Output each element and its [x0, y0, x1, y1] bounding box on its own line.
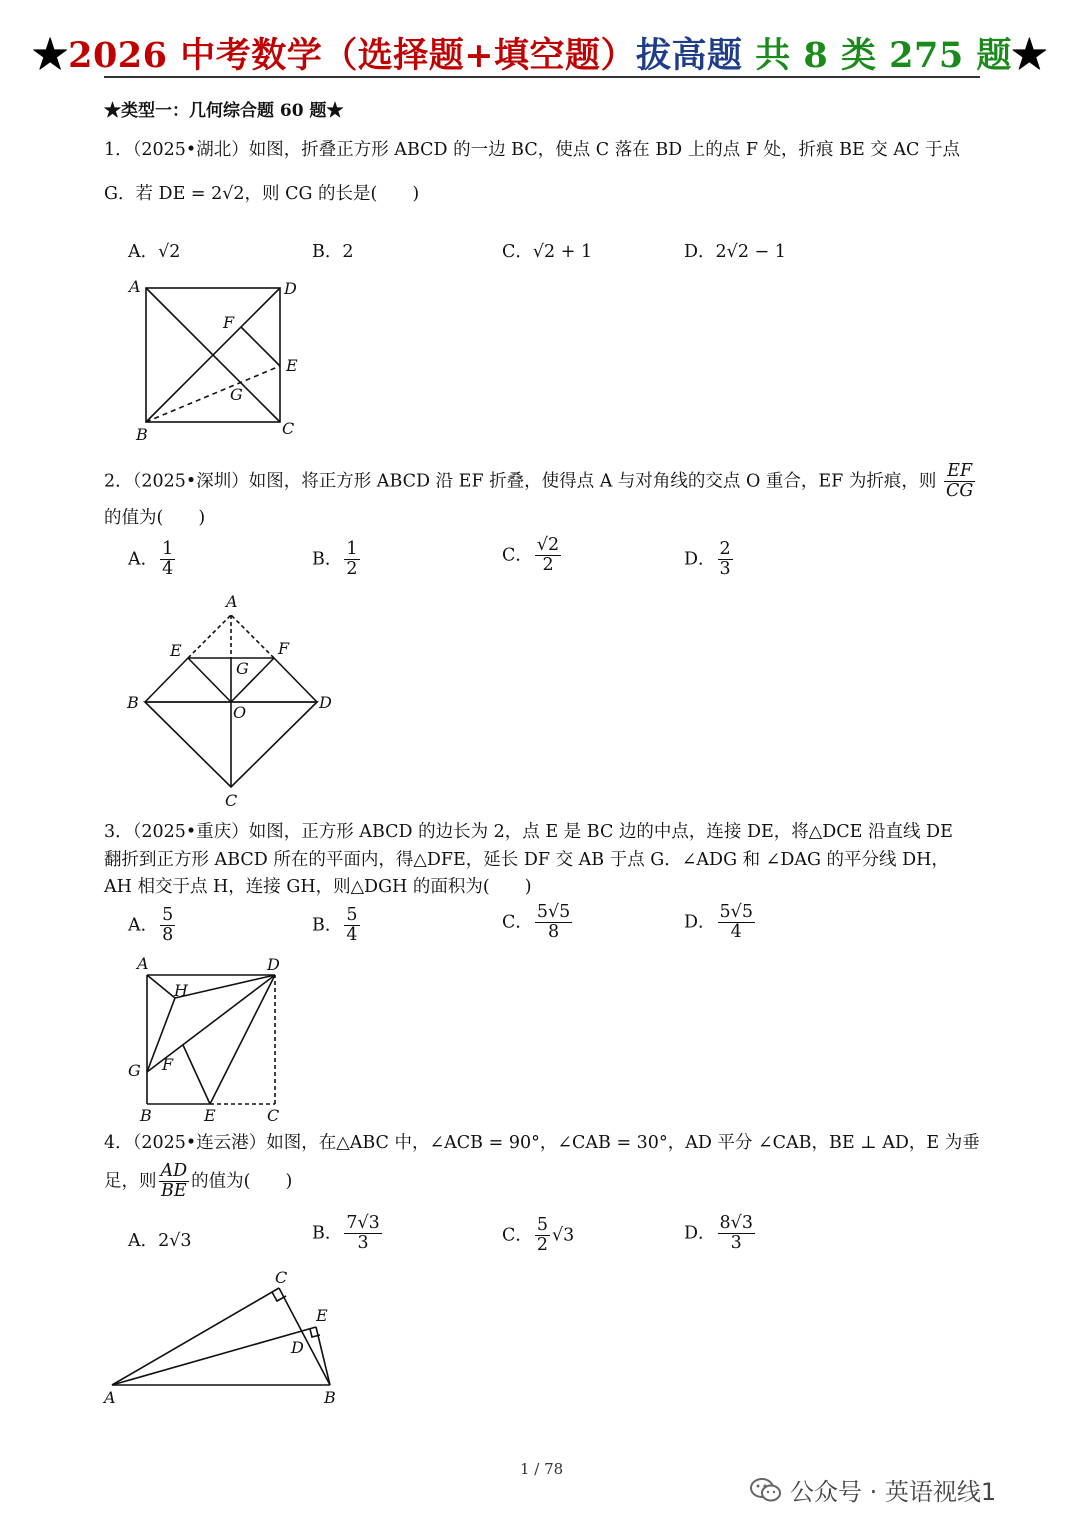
- q4-label-b: B: [324, 1388, 336, 1407]
- q3-option-d-frac: [718, 903, 755, 943]
- q1-label-c: C: [282, 419, 295, 438]
- q4-text-line2: [104, 1162, 292, 1202]
- q3-label-d: D: [267, 955, 280, 974]
- q3-option-a[interactable]: [128, 906, 177, 946]
- q1-option-b[interactable]: B．2: [312, 242, 354, 262]
- q3-option-d-label: D．: [684, 912, 716, 933]
- q3-label-f: F: [162, 1055, 174, 1074]
- q4-option-c-tail: √3: [552, 1225, 575, 1246]
- q4-option-d[interactable]: [684, 1214, 757, 1254]
- q2-option-c-label: C．: [502, 545, 533, 566]
- q4-option-d-frac: [718, 1214, 755, 1254]
- q4-segment-ae: [112, 1327, 316, 1385]
- q3-option-d-den: 4: [730, 922, 742, 943]
- q2-text-line1: [104, 462, 977, 502]
- q4-option-c[interactable]: [502, 1216, 574, 1256]
- q2-label-d: D: [319, 693, 332, 712]
- q3-option-a-den: 8: [162, 925, 174, 946]
- q3-option-b[interactable]: [312, 906, 362, 946]
- q2-option-c[interactable]: [502, 536, 563, 576]
- q3-segment-de: [210, 975, 275, 1104]
- q3-option-c-frac: [535, 903, 572, 943]
- q2-option-a-den: 4: [162, 559, 174, 580]
- q2-option-b-frac: [344, 540, 359, 580]
- q3-option-c-num: 5√5: [536, 902, 571, 922]
- q1-text-line2: G．若 DE = 2√2，则 CG 的长是( ): [104, 184, 420, 204]
- title-star-left: ★: [32, 35, 69, 76]
- q3-option-a-label: A．: [128, 915, 159, 936]
- title-star-right: ★: [1011, 35, 1048, 76]
- q2-label-o: O: [233, 703, 247, 722]
- q2-option-c-den: 2: [542, 555, 554, 576]
- q4-frac-num: AD: [160, 1161, 188, 1181]
- title-level: 拔高题: [636, 35, 743, 76]
- q4-fraction: [159, 1162, 190, 1202]
- q2-option-d-den: 3: [719, 559, 731, 580]
- q4-option-c-frac: [535, 1216, 550, 1256]
- q2-option-d-num: 2: [719, 539, 731, 559]
- q4-label-a: A: [104, 1388, 116, 1407]
- q4-option-d-label: D．: [684, 1223, 716, 1244]
- watermark-text: 公众号 · 英语视线1: [790, 1478, 997, 1506]
- q1-option-a[interactable]: A．√2: [128, 242, 181, 262]
- q2-option-a[interactable]: [128, 540, 177, 580]
- q2-text-main: 2．（2025•深圳）如图，将正方形 ABCD 沿 EF 折叠，使得点 A 与对角线的交点 O 重合，EF 为折痕，则: [104, 471, 937, 492]
- q1-segment-fe: [241, 327, 280, 366]
- q1-figure: [120, 270, 320, 450]
- q4-option-c-den: 2: [536, 1235, 549, 1256]
- q3-figure: [120, 952, 320, 1132]
- q2-option-b-num: 1: [346, 539, 358, 559]
- q3-text-line1: 3．（2025•重庆）如图，正方形 ABCD 的边长为 2，点 E 是 BC 边的中点，连接 DE，将△DCE 沿直线 DE: [104, 822, 953, 842]
- q3-option-d-num: 5√5: [719, 902, 753, 922]
- q2-segment-eo: [188, 658, 231, 702]
- q4-option-b[interactable]: [312, 1214, 384, 1254]
- q2-label-b: B: [127, 693, 139, 712]
- q2-option-b[interactable]: [312, 540, 362, 580]
- q4-label-e: E: [316, 1306, 328, 1325]
- q2-text-line2: 的值为( ): [104, 508, 206, 528]
- q2-option-a-frac: [160, 540, 175, 580]
- q2-label-f: F: [278, 639, 290, 658]
- q3-option-b-frac: [344, 906, 359, 946]
- q1-text-line1: 1．（2025•湖北）如图，折叠正方形 ABCD 的一边 BC，使点 C 落在 BD 上的点 F 处，折痕 BE 交 AC 于点: [104, 140, 960, 160]
- q2-option-c-frac: [535, 536, 561, 576]
- q3-option-b-label: B．: [312, 915, 343, 936]
- q2-dashed-ea: [188, 615, 231, 658]
- q4-option-b-den: 3: [357, 1233, 369, 1254]
- q3-segment-fe: [183, 1045, 210, 1104]
- q3-segment-ah: [147, 975, 175, 998]
- q1-label-f: F: [223, 313, 235, 332]
- q4-text-post: 的值为( ): [191, 1171, 293, 1192]
- q4-text-line1: 4．（2025•连云港）如图，在△ABC 中，∠ACB = 90°，∠CAB = 30°，AD 平分 ∠CAB，BE ⊥ AD，E 为垂: [104, 1133, 980, 1153]
- q2-option-c-num: √2: [536, 535, 560, 555]
- q3-option-c-den: 8: [548, 922, 560, 943]
- title-count: 共 8 类 275 题: [755, 35, 1012, 76]
- q3-option-c[interactable]: [502, 903, 574, 943]
- q1-crease-be: [146, 366, 280, 422]
- q2-figure: [120, 590, 350, 815]
- q2-frac-den: CG: [945, 481, 974, 502]
- q1-option-c[interactable]: C．√2 + 1: [502, 242, 593, 262]
- q4-option-b-label: B．: [312, 1223, 343, 1244]
- q4-label-d: D: [291, 1338, 304, 1357]
- q3-label-b: B: [140, 1106, 152, 1125]
- q1-option-d[interactable]: D．2√2 − 1: [684, 242, 786, 262]
- q2-label-g: G: [236, 659, 249, 678]
- q4-text-pre: 足，则: [104, 1171, 157, 1192]
- q3-option-c-label: C．: [502, 912, 533, 933]
- q4-option-b-frac: [344, 1214, 381, 1254]
- q2-label-e: E: [170, 641, 182, 660]
- q3-label-c: C: [267, 1106, 280, 1125]
- q1-label-e: E: [286, 356, 298, 375]
- q3-option-b-den: 4: [346, 925, 358, 946]
- q4-side-cb: [279, 1288, 330, 1385]
- q2-option-d-frac: [718, 540, 733, 580]
- q3-option-d[interactable]: [684, 903, 757, 943]
- section-heading: ★类型一：几何综合题 60 题★: [104, 101, 344, 121]
- q3-text-line3: AH 相交于点 H，连接 GH，则△DGH 的面积为( ): [104, 877, 532, 897]
- q4-option-c-label: C．: [502, 1225, 533, 1246]
- q2-segment-be: [145, 658, 188, 702]
- q2-label-c: C: [225, 791, 238, 810]
- q3-option-b-num: 5: [346, 905, 358, 925]
- q2-dashed-fa: [231, 615, 274, 658]
- q2-option-b-den: 2: [346, 559, 358, 580]
- title-main: 2026 中考数学（选择题+填空题）: [68, 35, 637, 76]
- q2-label-a: A: [226, 592, 238, 611]
- wechat-icon: [750, 1477, 782, 1503]
- q2-option-d[interactable]: [684, 540, 735, 580]
- q4-option-c-num: 5: [536, 1215, 549, 1235]
- page-number: 1 / 78: [520, 1460, 564, 1478]
- q4-option-d-den: 3: [730, 1233, 742, 1254]
- q2-option-d-label: D．: [684, 549, 716, 570]
- q3-label-g: G: [128, 1061, 141, 1080]
- q1-label-d: D: [284, 279, 297, 298]
- q3-label-a: A: [137, 954, 149, 973]
- q4-option-a[interactable]: A．2√3: [128, 1231, 192, 1251]
- q4-option-b-num: 7√3: [346, 1213, 380, 1233]
- q2-fraction: [944, 462, 975, 502]
- q3-option-a-frac: [160, 906, 175, 946]
- document-title: [0, 28, 1080, 78]
- title-underline: [104, 76, 980, 78]
- q2-option-a-label: A．: [128, 549, 159, 570]
- q2-segment-fd: [274, 658, 317, 702]
- q1-label-a: A: [129, 277, 141, 296]
- q1-label-b: B: [136, 425, 148, 444]
- q1-label-g: G: [230, 385, 243, 404]
- q4-frac-den: BE: [161, 1181, 187, 1202]
- q3-option-a-num: 5: [162, 905, 174, 925]
- watermark: [750, 1472, 996, 1507]
- q3-label-h: H: [174, 981, 188, 1000]
- q4-option-d-num: 8√3: [719, 1213, 753, 1233]
- q4-figure: [98, 1265, 358, 1415]
- q4-label-c: C: [275, 1268, 288, 1287]
- q4-side-ac: [112, 1288, 279, 1385]
- q2-option-b-label: B．: [312, 549, 343, 570]
- q2-frac-num: EF: [944, 462, 975, 482]
- q2-option-a-num: 1: [162, 539, 174, 559]
- q4-right-angle-c: [272, 1292, 286, 1301]
- q3-label-e: E: [204, 1106, 216, 1125]
- q4-right-angle-e: [310, 1329, 320, 1337]
- q3-text-line2: 翻折到正方形 ABCD 所在的平面内，得△DFE，延长 DF 交 AB 于点 G．∠ADG 和 ∠DAG 的平分线 DH，: [104, 850, 949, 870]
